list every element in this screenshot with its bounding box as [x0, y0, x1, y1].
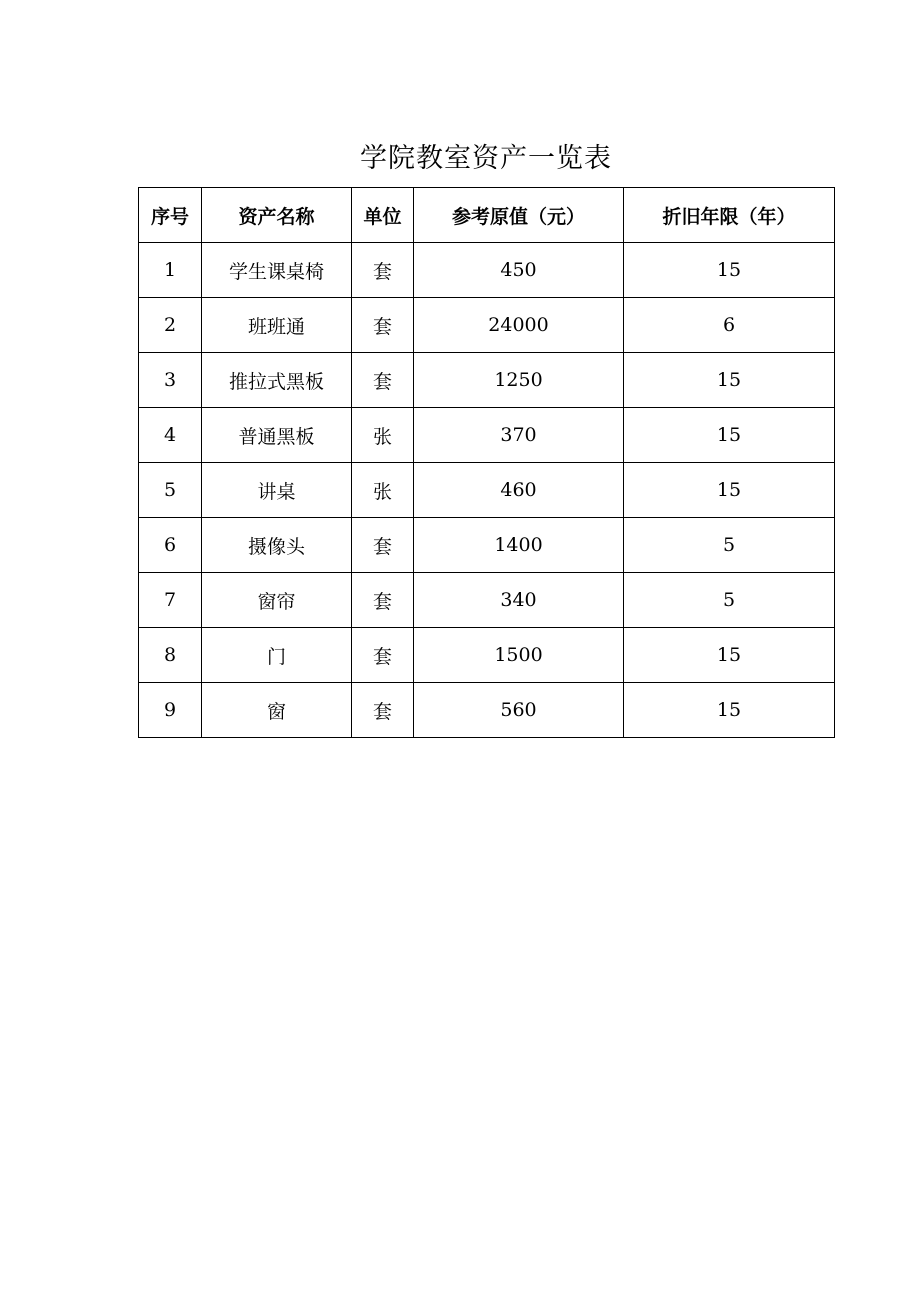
- table-row: [139, 518, 835, 573]
- cell-unit: 套: [352, 683, 414, 738]
- cell-index: 4: [139, 408, 202, 463]
- cell-asset-name: 窗: [202, 683, 352, 738]
- cell-index: 3: [139, 353, 202, 408]
- cell-index: 2: [139, 298, 202, 353]
- table-row: [139, 628, 835, 683]
- cell-original-value: 460: [414, 463, 624, 518]
- cell-asset-name: 推拉式黑板: [202, 353, 352, 408]
- cell-asset-name: 班班通: [202, 298, 352, 353]
- cell-depreciation-years: 15: [624, 628, 835, 683]
- cell-original-value: 1400: [414, 518, 624, 573]
- asset-table: [138, 187, 835, 738]
- cell-original-value: 24000: [414, 298, 624, 353]
- cell-index: 7: [139, 573, 202, 628]
- cell-index: 8: [139, 628, 202, 683]
- cell-unit: 套: [352, 353, 414, 408]
- header-original-value: 参考原值（元）: [414, 188, 624, 243]
- cell-unit: 套: [352, 243, 414, 298]
- cell-unit: 套: [352, 628, 414, 683]
- cell-original-value: 450: [414, 243, 624, 298]
- cell-unit: 张: [352, 408, 414, 463]
- cell-index: 6: [139, 518, 202, 573]
- table-row: [139, 408, 835, 463]
- cell-original-value: 560: [414, 683, 624, 738]
- cell-original-value: 370: [414, 408, 624, 463]
- table-row: [139, 243, 835, 298]
- cell-asset-name: 门: [202, 628, 352, 683]
- cell-index: 1: [139, 243, 202, 298]
- cell-asset-name: 摄像头: [202, 518, 352, 573]
- table-row: [139, 298, 835, 353]
- header-depreciation-years: 折旧年限（年）: [624, 188, 835, 243]
- cell-unit: 张: [352, 463, 414, 518]
- cell-original-value: 1250: [414, 353, 624, 408]
- cell-depreciation-years: 15: [624, 408, 835, 463]
- cell-index: 5: [139, 463, 202, 518]
- cell-asset-name: 窗帘: [202, 573, 352, 628]
- cell-unit: 套: [352, 298, 414, 353]
- table-row: [139, 573, 835, 628]
- cell-original-value: 340: [414, 573, 624, 628]
- cell-depreciation-years: 6: [624, 298, 835, 353]
- cell-depreciation-years: 15: [624, 353, 835, 408]
- header-asset-name: 资产名称: [202, 188, 352, 243]
- cell-asset-name: 讲桌: [202, 463, 352, 518]
- header-unit: 单位: [352, 188, 414, 243]
- cell-asset-name: 学生课桌椅: [202, 243, 352, 298]
- cell-depreciation-years: 5: [624, 518, 835, 573]
- table-row: [139, 463, 835, 518]
- cell-index: 9: [139, 683, 202, 738]
- table-row: [139, 353, 835, 408]
- cell-asset-name: 普通黑板: [202, 408, 352, 463]
- cell-original-value: 1500: [414, 628, 624, 683]
- cell-unit: 套: [352, 518, 414, 573]
- page-title: 学院教室资产一览表: [360, 143, 612, 175]
- table-header-row: [139, 188, 835, 243]
- cell-depreciation-years: 15: [624, 463, 835, 518]
- cell-depreciation-years: 15: [624, 683, 835, 738]
- cell-unit: 套: [352, 573, 414, 628]
- cell-depreciation-years: 15: [624, 243, 835, 298]
- cell-depreciation-years: 5: [624, 573, 835, 628]
- table-row: [139, 683, 835, 738]
- header-index: 序号: [139, 188, 202, 243]
